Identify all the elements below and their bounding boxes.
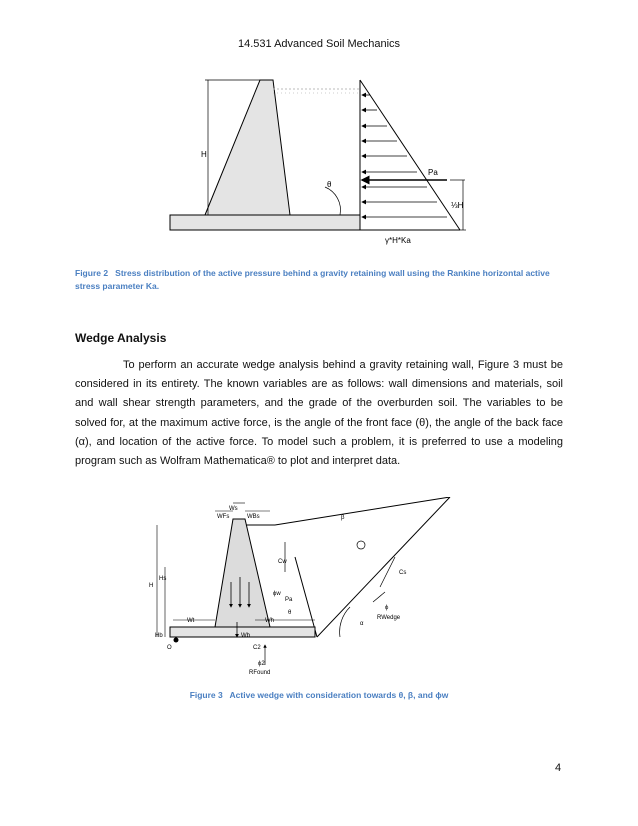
theta-arc: [325, 187, 340, 215]
label-C2: C2: [253, 645, 261, 651]
page-header: 14.531 Advanced Soil Mechanics: [237, 38, 401, 50]
label-Cw: Cw: [278, 559, 287, 565]
label-Wt: Wt: [187, 618, 195, 624]
wall-body: [215, 519, 270, 627]
label-base-stress: γ*H*Ka: [385, 236, 411, 245]
figure-2-caption: [75, 267, 565, 293]
figure-2-text: Stress distribution of the active pressure behind a gravity retaining wall using the Rankine horizontal active stress parameter Ka.: [75, 268, 550, 291]
label-Ws: Ws: [229, 506, 238, 512]
label-Hs: Hs: [159, 576, 167, 582]
label-RFound: RFound: [249, 670, 271, 676]
label-theta: θ: [327, 180, 332, 189]
label-O: O: [167, 645, 172, 651]
foundation-slab: [170, 215, 360, 230]
label-Pa: Pa: [285, 597, 293, 603]
label-beta: β: [341, 515, 345, 521]
section-heading: Wedge Analysis: [75, 331, 167, 345]
label-H: H: [149, 583, 154, 589]
figure-3-number: Figure 3: [189, 690, 223, 700]
figure-2-number: Figure 2: [75, 268, 109, 278]
label-alpha: α: [360, 621, 364, 627]
label-phi: ϕ: [385, 605, 389, 611]
wedge-centroid: [357, 541, 365, 549]
label-Hb: Hb: [155, 633, 163, 639]
point-O: [174, 638, 179, 643]
label-phiw: ϕw: [273, 591, 281, 597]
backfill-hatch: [273, 89, 360, 93]
figure-3-text: Active wedge with consideration towards θ, β, and ϕw: [229, 690, 449, 700]
label-third-H: ⅓H: [451, 201, 464, 210]
label-Wb: Wb: [241, 633, 250, 639]
label-Wh: Wh: [265, 618, 274, 624]
label-H: H: [201, 150, 207, 159]
rwedge-line: [373, 592, 385, 602]
figure-3-diagram: [145, 497, 470, 682]
body-paragraph: To perform an accurate wedge analysis behind a gravity retaining wall, Figure 3 must be considered in its entirety. The known variables are as follows: wall dimensions and materials, soil and wall shear strength parameters, and the grade of the overburden soil. The variables to be solved for, at the maximum active force, is the angle of the front face (θ), the angle of the back face (α), and location of the active force. To model such a problem, it is preferred to use a modeling program such as Wolfram Mathematica® to plot and interpret data.: [75, 359, 563, 468]
label-WBs: WBs: [247, 514, 260, 520]
wall-stem: [205, 80, 290, 215]
label-WFs: WFs: [217, 514, 230, 520]
page-number: 4: [555, 762, 562, 774]
figure-3-caption: [0, 690, 638, 700]
pressure-arrows: [362, 95, 447, 217]
cs-line: [380, 557, 395, 587]
figure-2-diagram: [165, 75, 480, 250]
label-Cs: Cs: [399, 570, 407, 576]
label-RWedge: RWedge: [377, 615, 401, 621]
label-Pa: Pa: [428, 168, 438, 177]
label-phi2: ϕ2: [258, 661, 265, 667]
pressure-envelope: [360, 80, 460, 230]
label-theta: θ: [288, 610, 292, 616]
